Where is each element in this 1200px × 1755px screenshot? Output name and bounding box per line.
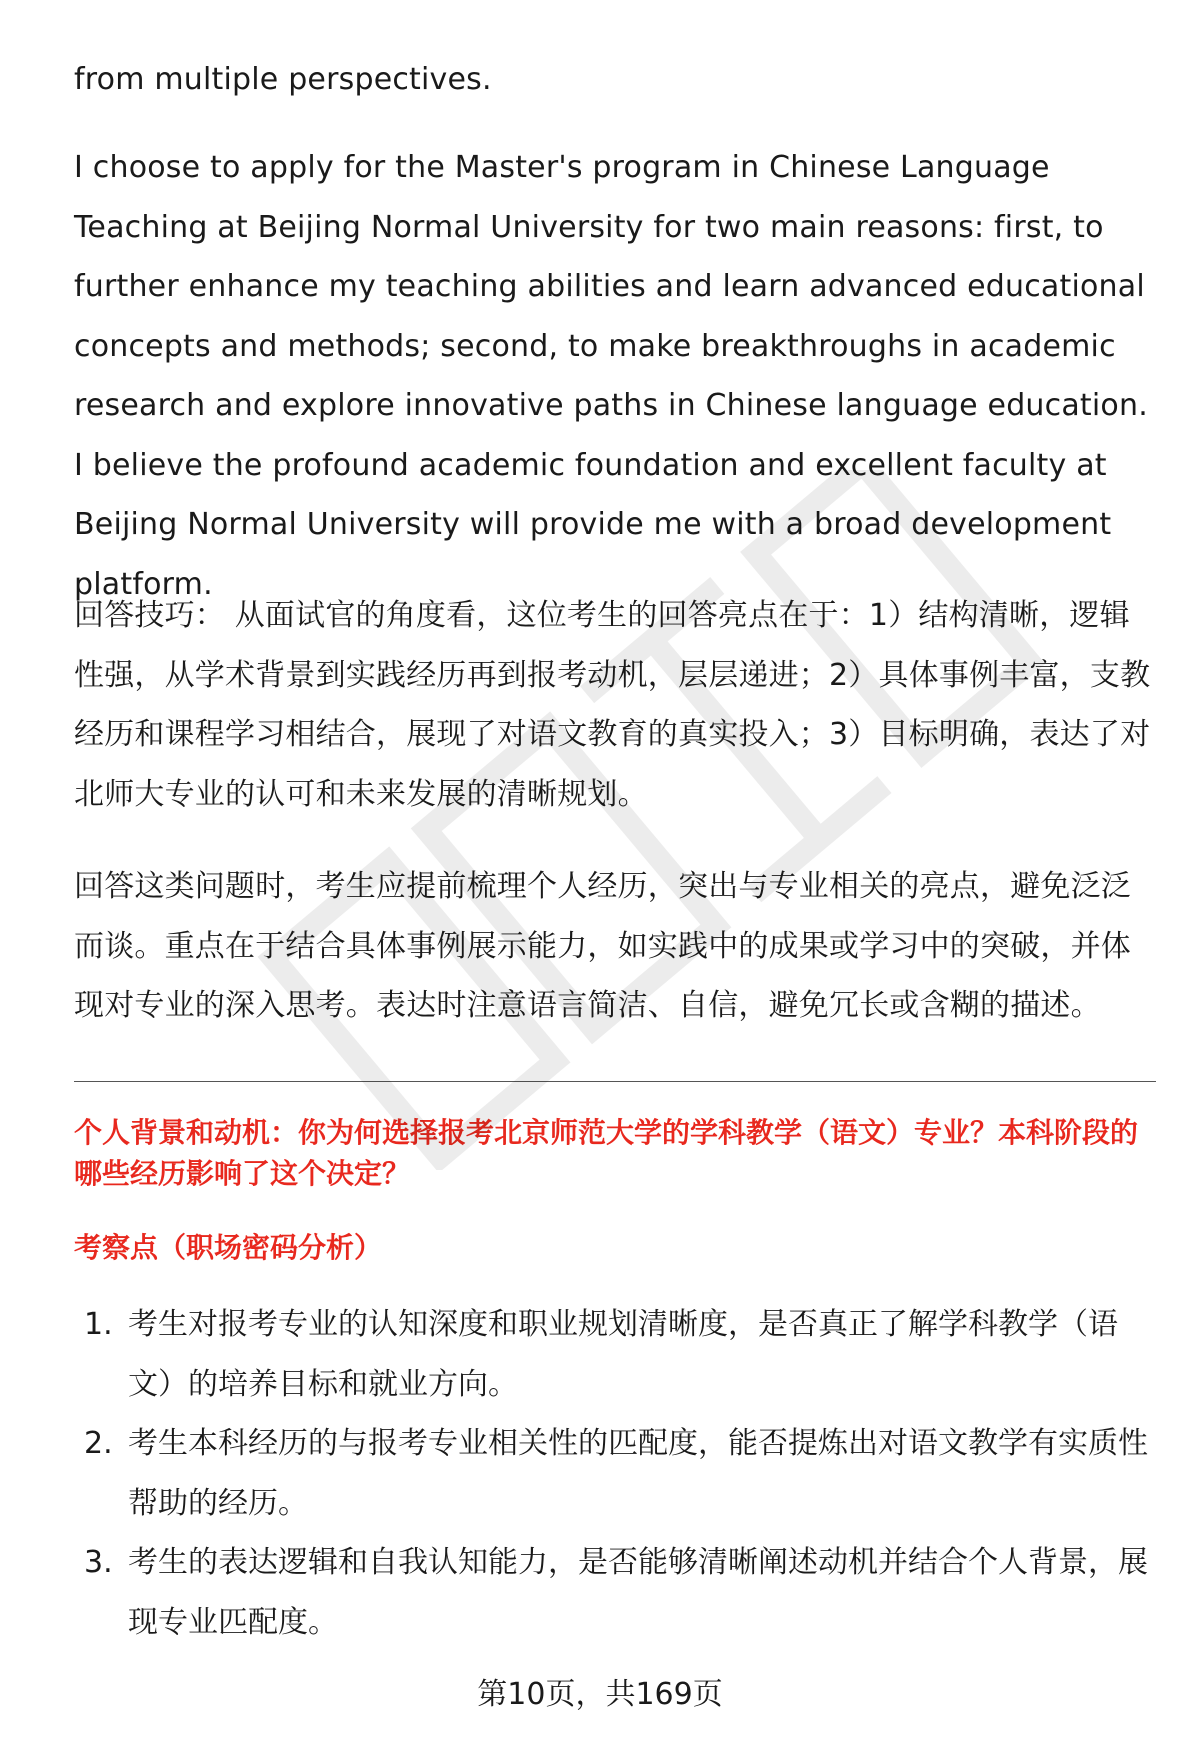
assessment-points-list [74,1295,1154,1652]
document-page [74,0,1154,1755]
list-item-text: 考生本科经历的与报考专业相关性的匹配度，能否提炼出对语文教学有实质性帮助的经历。 [128,1426,1148,1521]
list-item-number: 2. [84,1426,113,1461]
list-item [74,1295,1154,1414]
english-paragraph-reasons: I choose to apply for the Master's program in Chinese Language Teaching at Beijing Normal University for two main reasons: first, to further enhance my teaching abilities and learn advanced educational concepts and methods; second, to make breakthroughs in academic research and explore innovative paths in Chinese language education. I believe the profound academic foundation and excellent faculty at Beijing Normal University will provide me with a broad development platform. [74,150,1148,602]
list-item [74,1533,1154,1652]
list-item-number: 3. [84,1545,113,1580]
list-item [74,1414,1154,1533]
assessment-points-heading: 考察点（职场密码分析） [74,1231,383,1264]
answer-tip-paragraph: 回答技巧： 从面试官的角度看，这位考生的回答亮点在于：1）结构清晰，逻辑性强，从学术背景到实践经历再到报考动机，层层递进；2）具体事例丰富，支教经历和课程学习相结合，展现了对语文教育的真实投入；3）目标明确，表达了对北师大专业的认可和未来发展的清晰规划。 [74,598,1151,812]
list-item-number: 1. [84,1307,113,1342]
question-title: 个人背景和动机：你为何选择报考北京师范大学的学科教学（语文）专业？本科阶段的哪些经历影响了这个决定？ [74,1116,1139,1190]
english-paragraph-tail: from multiple perspectives. [74,62,492,97]
section-divider [74,1081,1156,1082]
page-footer: 第10页，共169页 [477,1677,723,1712]
list-item-text: 考生的表达逻辑和自我认知能力，是否能够清晰阐述动机并结合个人背景，展现专业匹配度。 [128,1545,1148,1640]
list-item-text: 考生对报考专业的认知深度和职业规划清晰度，是否真正了解学科教学（语文）的培养目标和就业方向。 [128,1307,1118,1402]
answer-advice-paragraph: 回答这类问题时，考生应提前梳理个人经历，突出与专业相关的亮点，避免泛泛而谈。重点在于结合具体事例展示能力，如实践中的成果或学习中的突破，并体现对专业的深入思考。表达时注意语言简洁、自信，避免冗长或含糊的描述。 [74,869,1131,1023]
